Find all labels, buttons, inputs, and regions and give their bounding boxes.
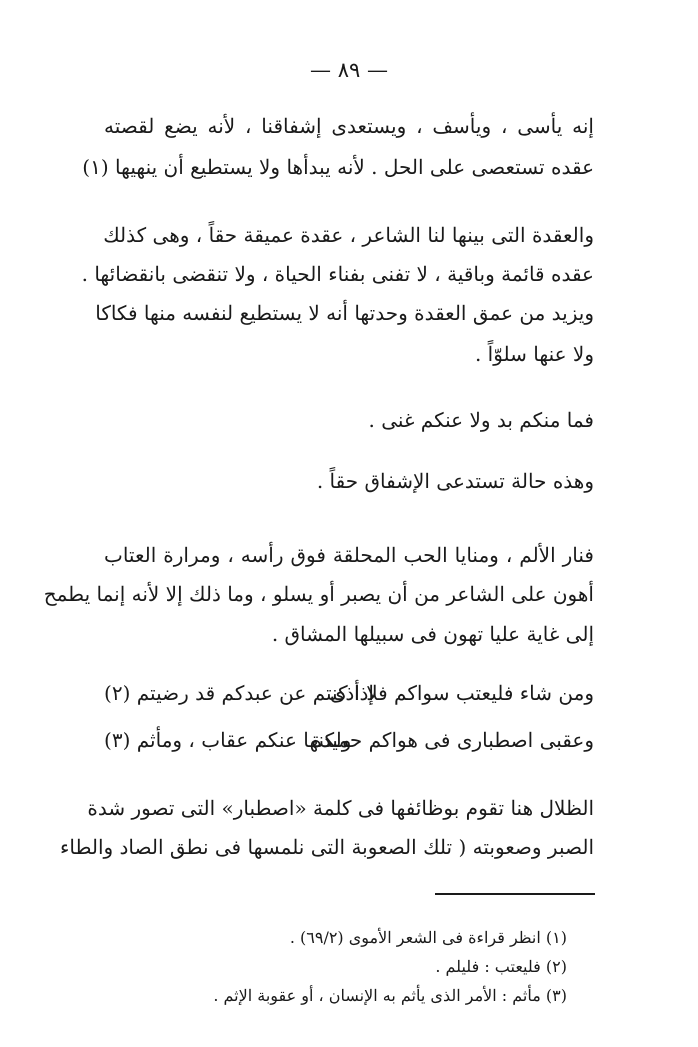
footnote-1: (١) انظر قراءة فى الشعر الأموى (٦٩/٢) . — [289, 928, 567, 947]
paragraph-2-line-3: ويزيد من عمق العقدة وحدتها أنه لا يستطيع لنفسه منها فكاكا — [95, 301, 594, 325]
footnote-2: (٢) فليعتب : فليلم . — [435, 957, 567, 976]
paragraph-2-line-2: عقده قائمة وباقية ، لا تفنى بفناء الحياة ، ولا تنقضى بانقضائها . — [81, 262, 594, 286]
footnote-3: (٣) مأثم : الأمر الذى يأثم به الإنسان ، أو عقوبة الإثم . — [213, 986, 567, 1005]
paragraph-2-line-4: ولا عنها سلوّاً . — [474, 342, 594, 366]
verse-2-first-hemistich: وعقبى اصطبارى فى هواكم حميدة — [311, 728, 594, 752]
paragraph-4-line-2: أهون على الشاعر من أن يصبر أو يسلو ، وما ذلك إلا لأنه إنما يطمح — [43, 582, 594, 606]
paragraph-1-line-1: إنه يأسى ، ويأسف ، ويستعدى إشفاقنا ، لأنه يضع لقصته — [104, 114, 594, 138]
closing-paragraph-line-1: الظلال هنا تقوم بوظائفها فى كلمة «اصطبار» التى تصور شدة — [87, 796, 594, 820]
quoted-line: فما منكم بد ولا عنكم غنى . — [368, 408, 594, 432]
verse-1-second-hemistich: إذا كنتم عن عبدكم قد رضيتم (٢) — [104, 681, 374, 705]
paragraph-2-line-1: والعقدة التى بينها لنا الشاعر ، عقدة عميقة حقاً ، وهى كذلك — [103, 223, 594, 247]
footnote-divider — [435, 893, 595, 895]
page-number: — ٨٩ — — [310, 58, 388, 82]
verse-2-second-hemistich: ولكنها عنكم عقاب ، ومأثم (٣) — [104, 728, 352, 752]
paragraph-1-line-2: عقده تستعصى على الحل . لأنه يبدأها ولا يستطيع أن ينهيها (١) — [82, 155, 594, 179]
closing-paragraph-line-2: الصبر وصعوبته ( تلك الصعوبة التى نلمسها فى نطق الصاد والطاء — [59, 835, 594, 859]
paragraph-4-line-1: فنار الألم ، ومنايا الحب المحلقة فوق رأسه ، ومرارة العتاب — [104, 543, 594, 567]
paragraph-3-line-1: وهذه حالة تستدعى الإشفاق حقاً . — [316, 469, 594, 493]
verse-1-first-hemistich: ومن شاء فليعتب سواكم فلا أذى — [329, 681, 594, 705]
paragraph-4-line-3: إلى غاية عليا تهون فى سبيلها المشاق . — [271, 622, 594, 646]
